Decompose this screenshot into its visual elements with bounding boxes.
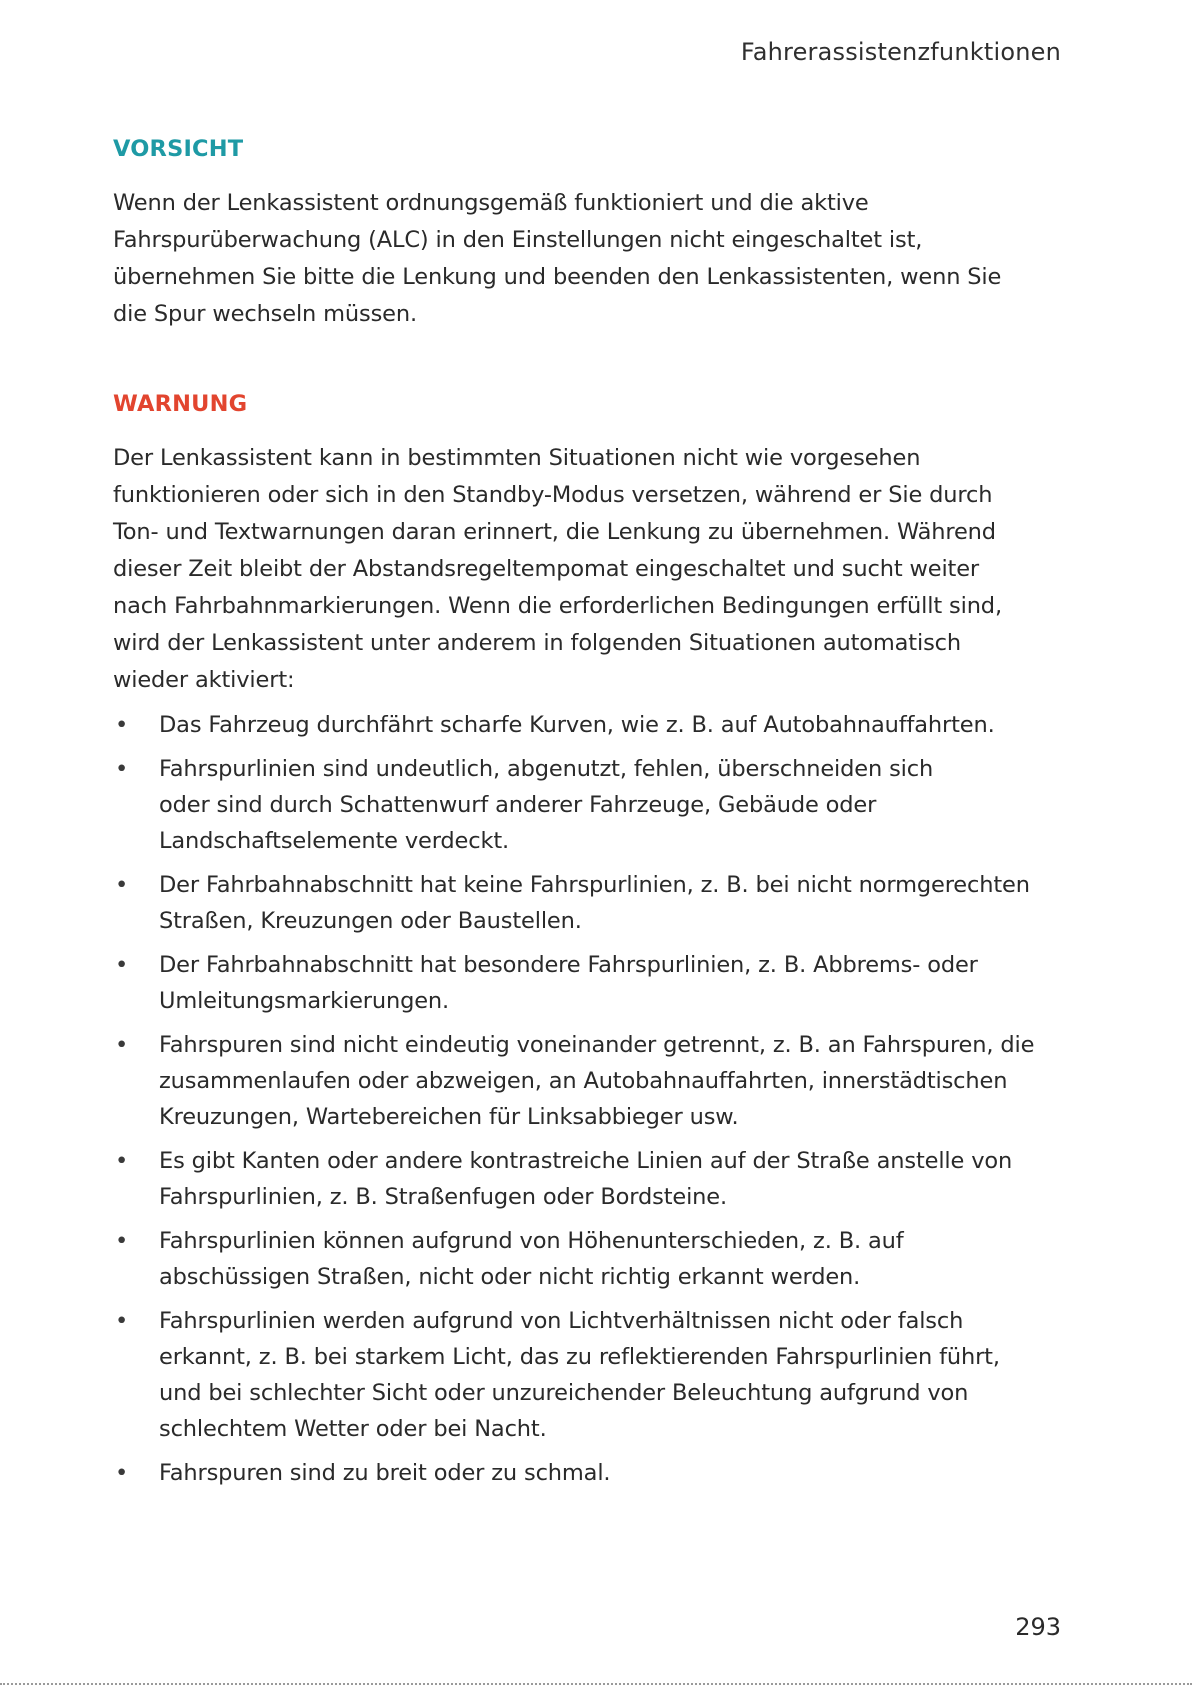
warning-line: Der Lenkassistent kann in bestimmten Situationen nicht wie vorgesehen (113, 445, 921, 471)
bullet-icon: • (115, 712, 129, 738)
section-spacer (113, 333, 1068, 388)
list-item-line: Es gibt Kanten oder andere kontrastreiche Linien auf der Straße anstelle von (159, 1148, 1013, 1174)
bullet-icon: • (115, 1308, 129, 1334)
running-header: Fahrerassistenzfunktionen (740, 38, 1061, 66)
list-item (113, 751, 1068, 859)
list-item-line: Fahrspuren sind nicht eindeutig voneinander getrennt, z. B. an Fahrspuren, die (159, 1032, 1035, 1058)
list-item (113, 867, 1068, 939)
caution-line: Wenn der Lenkassistent ordnungsgemäß funktioniert und die aktive (113, 190, 869, 216)
warning-paragraph (113, 440, 1068, 699)
warning-line: Ton- und Textwarnungen daran erinnert, die Lenkung zu übernehmen. Während (113, 519, 996, 545)
warning-block (113, 388, 1068, 1491)
bullet-icon: • (115, 1148, 129, 1174)
list-item (113, 1223, 1068, 1295)
list-item-line: Fahrspurlinien sind undeutlich, abgenutzt, fehlen, überschneiden sich (159, 756, 934, 782)
list-item-line: Fahrspurlinien können aufgrund von Höhenunterschieden, z. B. auf (159, 1228, 904, 1254)
list-item (113, 1143, 1068, 1215)
list-item-line: zusammenlaufen oder abzweigen, an Autobahnauffahrten, innerstädtischen (159, 1068, 1008, 1094)
warning-heading: WARNUNG (113, 391, 248, 417)
list-item-line: Fahrspurlinien, z. B. Straßenfugen oder Bordsteine. (159, 1184, 727, 1210)
list-item (113, 1027, 1068, 1135)
list-item-line: Fahrspuren sind zu breit oder zu schmal. (159, 1460, 611, 1486)
page-content (113, 133, 1068, 1499)
caution-heading: VORSICHT (113, 136, 244, 162)
warning-line: nach Fahrbahnmarkierungen. Wenn die erforderlichen Bedingungen erfüllt sind, (113, 593, 1002, 619)
caution-line: übernehmen Sie bitte die Lenkung und beenden den Lenkassistenten, wenn Sie (113, 264, 1002, 290)
list-item-line: Das Fahrzeug durchfährt scharfe Kurven, wie z. B. auf Autobahnauffahrten. (159, 712, 995, 738)
situation-list (113, 707, 1068, 1491)
caution-line: die Spur wechseln müssen. (113, 301, 417, 327)
caution-block (113, 133, 1068, 333)
list-item-line: abschüssigen Straßen, nicht oder nicht richtig erkannt werden. (159, 1264, 861, 1290)
warning-line: dieser Zeit bleibt der Abstandsregeltempomat eingeschaltet und sucht weiter (113, 556, 980, 582)
warning-line: wird der Lenkassistent unter anderem in folgenden Situationen automatisch (113, 630, 961, 656)
list-item-line: Der Fahrbahnabschnitt hat keine Fahrspurlinien, z. B. bei nicht normgerechten (159, 872, 1030, 898)
caution-paragraph (113, 185, 1068, 333)
list-item (113, 707, 1068, 743)
caution-line: Fahrspurüberwachung (ALC) in den Einstellungen nicht eingeschaltet ist, (113, 227, 923, 253)
list-item-line: Straßen, Kreuzungen oder Baustellen. (159, 908, 582, 934)
bullet-icon: • (115, 1228, 129, 1254)
list-item-line: Umleitungsmarkierungen. (159, 988, 450, 1014)
list-item-line: und bei schlechter Sicht oder unzureichender Beleuchtung aufgrund von (159, 1380, 969, 1406)
list-item-line: Kreuzungen, Wartebereichen für Linksabbieger usw. (159, 1104, 739, 1130)
list-item-line: Der Fahrbahnabschnitt hat besondere Fahrspurlinien, z. B. Abbrems- oder (159, 952, 978, 978)
bullet-icon: • (115, 952, 129, 978)
list-item-line: oder sind durch Schattenwurf anderer Fahrzeuge, Gebäude oder (159, 792, 877, 818)
bullet-icon: • (115, 872, 129, 898)
list-item (113, 1303, 1068, 1447)
list-item-line: Fahrspurlinien werden aufgrund von Lichtverhältnissen nicht oder falsch (159, 1308, 964, 1334)
page-number: 293 (1015, 1613, 1061, 1641)
list-item-line: schlechtem Wetter oder bei Nacht. (159, 1416, 547, 1442)
list-item-line: Landschaftselemente verdeckt. (159, 828, 510, 854)
bullet-icon: • (115, 1460, 129, 1486)
bullet-icon: • (115, 1032, 129, 1058)
list-item (113, 947, 1068, 1019)
warning-line: funktionieren oder sich in den Standby-Modus versetzen, während er Sie durch (113, 482, 993, 508)
list-item-line: erkannt, z. B. bei starkem Licht, das zu reflektierenden Fahrspurlinien führt, (159, 1344, 1000, 1370)
list-item (113, 1455, 1068, 1491)
warning-line: wieder aktiviert: (113, 667, 295, 693)
bullet-icon: • (115, 756, 129, 782)
